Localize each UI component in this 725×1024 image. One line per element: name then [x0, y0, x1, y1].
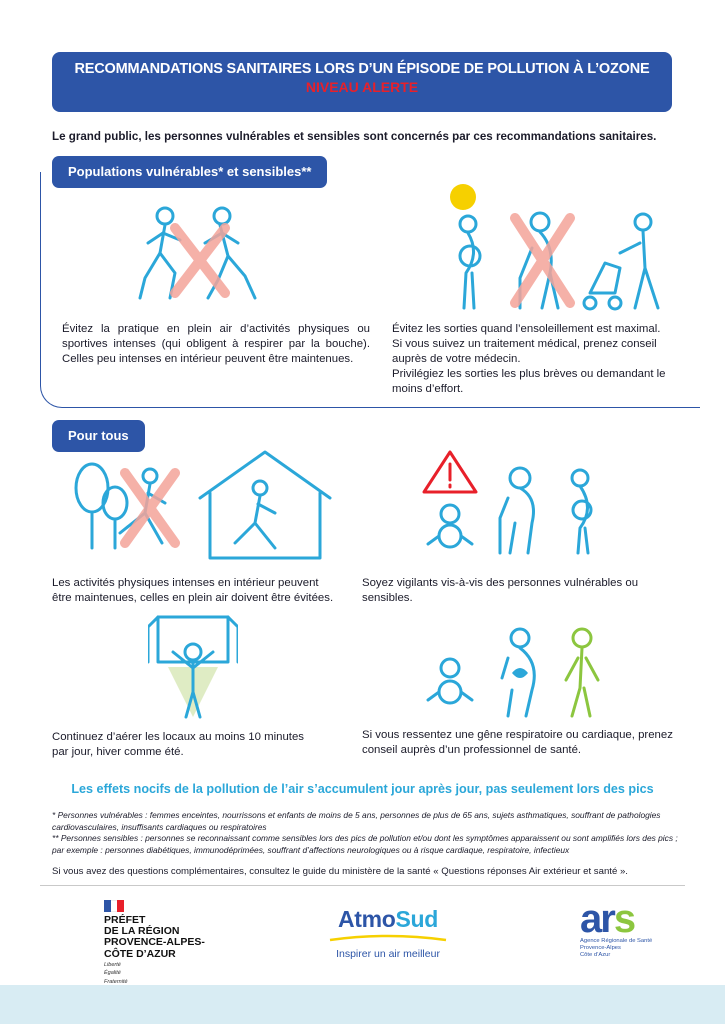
ars-s: s: [613, 897, 635, 941]
french-flag-icon: [104, 900, 124, 912]
intro-text: Le grand public, les personnes vulnérables et sensibles sont concernés par ces recommandations sanitaires.: [52, 130, 657, 143]
vulnerable-left-text: Évitez la pratique en plein air d’activités physiques ou sportives intenses (qui obligent à respirer par la bouche). Celles peu intenses en intérieur peuvent être maintenues.: [62, 323, 370, 365]
ars-ar: ar: [580, 897, 614, 941]
all-item4-text: Si vous ressentez une gêne respiratoire ou cardiaque, prenez conseil auprès d’un professionnel de santé.: [362, 729, 673, 756]
vulnerable-right-line2: Si vous suivez un traitement médical, prenez conseil auprès de votre médecin.: [392, 338, 657, 365]
prefet-line4: CÔTE D’AZUR: [104, 947, 176, 960]
motto-fraternite: Fraternité: [104, 978, 128, 985]
health-discomfort-icon: [420, 618, 620, 718]
aerate-window-icon: [148, 612, 238, 722]
atmosud-name: [318, 906, 458, 933]
outdoor-vs-indoor-icon: [70, 448, 340, 566]
motto-liberte: Liberté: [104, 961, 121, 968]
all-heading: Pour tous: [52, 420, 145, 452]
ars-sub3: Côte d’Azur: [580, 952, 611, 958]
atmosud-swoosh-icon: [328, 934, 448, 942]
bottom-band: [0, 985, 725, 1024]
atmosud-tagline: Inspirer un air meilleur: [336, 948, 440, 960]
page-title: RECOMMANDATIONS SANITAIRES LORS D’UN ÉPISODE DE POLLUTION À L’OZONE: [74, 61, 650, 77]
final-note: Si vous avez des questions complémentaires, consultez le guide du ministère de la santé « Questions réponses Air extérieur et santé ».: [52, 866, 628, 877]
prefet-logo: [104, 900, 205, 985]
sensitive-footnote: ** Personnes sensibles : personnes se reconnaissant comme sensibles lors des pics de pollution et/ou dont les symptômes apparaissent ou sont amplifiés lors des pics ; par exemple : personnes diabétiques, immunodéprimées, souffrant d’affections neurologiques ou à risque cardiaque, respiratoire, infectieux: [52, 833, 678, 855]
vulnerable-heading: Populations vulnérables* et sensibles**: [52, 156, 327, 188]
all-item3-text: Continuez d’aérer les locaux au moins 10 minutes par jour, hiver comme été.: [52, 731, 304, 758]
title-banner: [52, 52, 672, 112]
ars-sub1: Agence Régionale de Santé: [580, 938, 653, 944]
sud-part: Sud: [395, 906, 439, 932]
vulnerable-people-icon: [440, 208, 670, 313]
runners-icon: [130, 198, 270, 313]
vulnerable-right-line3: Privilégiez les sorties les plus brèves ou demandant le moins d’effort.: [392, 368, 666, 395]
atmosud-logo: [318, 906, 458, 960]
footer-divider: [40, 885, 685, 886]
vulnerable-footnote: * Personnes vulnérables : femmes enceintes, nourrissons et enfants de moins de 5 ans, personnes de plus de 65 ans, sujets asthmatiques, souffrant de pathologies cardiovasculaires, insuffisants cardiaques ou respiratoires: [52, 810, 661, 832]
motto-egalite: Égalité: [104, 970, 121, 977]
ars-sub2: Provence-Alpes: [580, 945, 621, 951]
all-item1-text: Les activités physiques intenses en intérieur peuvent être maintenues, celles en plein air doivent être évitées.: [52, 577, 334, 604]
prefet-line3: PROVENCE-ALPES-: [104, 936, 205, 949]
highlight-message: Les effets nocifs de la pollution de l’air s’accumulent jour après jour, pas seulement lors des pics: [71, 782, 654, 796]
atmo-part: Atmo: [337, 906, 396, 932]
all-item2-text: Soyez vigilants vis-à-vis des personnes vulnérables ou sensibles.: [362, 577, 639, 604]
vulnerable-right-line1: Évitez les sorties quand l’ensoleillement est maximal.: [392, 323, 661, 335]
alert-level: NIVEAU ALERTE: [305, 79, 419, 95]
warning-vulnerable-icon: [420, 448, 620, 556]
ars-logo: [580, 897, 690, 959]
prefet-line1: PRÉFET: [104, 914, 146, 926]
prefet-line2: DE LA RÉGION: [104, 925, 180, 938]
